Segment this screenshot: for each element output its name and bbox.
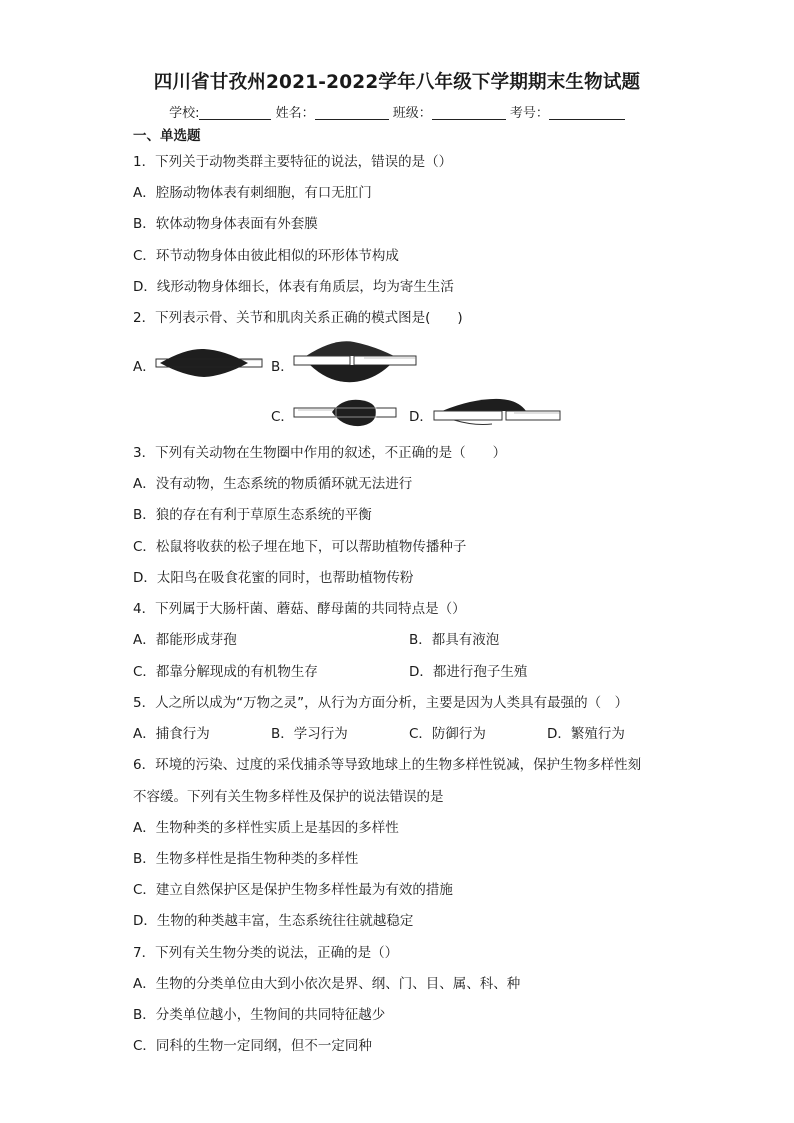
school-blank[interactable] [199,105,271,120]
question-5-option-b[interactable]: B．学习行为 [271,726,348,742]
question-3-option-b[interactable]: B．狼的存在有利于草原生态系统的平衡 [133,507,372,523]
question-1-option-a[interactable]: A．腔肠动物体表有刺细胞，有口无肛门 [133,185,372,201]
question-4-option-a[interactable]: A．都能形成芽孢 [133,632,237,648]
exam-number-blank[interactable] [549,105,625,120]
question-2-option-c[interactable]: C． [271,409,294,425]
question-6-option-b[interactable]: B．生物多样性是指生物种类的多样性 [133,851,359,867]
question-6-stem-continued: 不容缓。下列有关生物多样性及保护的说法错误的是 [133,789,444,805]
question-1-option-b[interactable]: B．软体动物身体表面有外套膜 [133,216,318,232]
question-6-option-a[interactable]: A．生物种类的多样性实质上是基因的多样性 [133,820,399,836]
class-label: 班级： [392,106,432,121]
question-5-option-d[interactable]: D．繁殖行为 [547,726,625,742]
muscle-diagram-b [294,338,418,384]
class-blank[interactable] [432,105,506,120]
muscle-diagram-c [294,396,398,430]
question-4-option-d[interactable]: D．都进行孢子生殖 [409,664,528,680]
question-6-option-d[interactable]: D．生物的种类越丰富，生态系统往往就越稳定 [133,913,414,929]
name-label: 姓名： [275,106,315,121]
question-2-option-a[interactable]: A． [133,359,156,375]
question-2-option-b[interactable]: B． [271,359,294,375]
question-5-option-a[interactable]: A．捕食行为 [133,726,210,742]
school-label: 学校: [169,106,200,121]
question-7-option-b[interactable]: B．分类单位越小，生物间的共同特征越少 [133,1007,386,1023]
muscle-diagram-a [156,346,264,380]
question-5-option-c[interactable]: C．防御行为 [409,726,486,742]
question-4-option-c[interactable]: C．都靠分解现成的有机物生存 [133,664,318,680]
question-1-option-c[interactable]: C．环节动物身体由彼此相似的环形体节构成 [133,248,399,264]
question-6-option-c[interactable]: C．建立自然保护区是保护生物多样性最为有效的措施 [133,882,453,898]
question-3-option-d[interactable]: D．太阳鸟在吸食花蜜的同时，也帮助植物传粉 [133,570,414,586]
question-2-option-d[interactable]: D． [409,409,433,425]
question-7-option-c[interactable]: C．同科的生物一定同纲，但不一定同种 [133,1038,372,1054]
muscle-diagram-d [434,396,562,430]
question-3-option-c[interactable]: C．松鼠将收获的松子埋在地下，可以帮助植物传播种子 [133,539,467,555]
question-7-stem: 7．下列有关生物分类的说法，正确的是（） [133,945,399,961]
question-1-stem: 1．下列关于动物类群主要特征的说法，错误的是（） [133,154,453,170]
question-3-stem: 3．下列有关动物在生物圈中作用的叙述，不正确的是（ ） [133,445,507,461]
question-7-option-a[interactable]: A．生物的分类单位由大到小依次是界、纲、门、目、属、科、种 [133,976,521,992]
section-title: 一、单选题 [133,128,201,144]
exam-number-label: 考号： [509,106,549,121]
question-1-option-d[interactable]: D．线形动物身体细长，体表有角质层，均为寄生生活 [133,279,454,295]
question-5-stem: 5．人之所以成为“万物之灵”，从行为方面分析，主要是因为人类具有最强的（ ） [133,695,629,711]
question-4-option-b[interactable]: B．都具有液泡 [409,632,500,648]
name-blank[interactable] [315,105,389,120]
question-3-option-a[interactable]: A．没有动物，生态系统的物质循环就无法进行 [133,476,413,492]
question-6-stem: 6．环境的污染、过度的采伐捕杀等导致地球上的生物多样性锐减，保护生物多样性刻 [133,757,642,773]
question-4-stem: 4．下列属于大肠杆菌、蘑菇、酵母菌的共同特点是（） [133,601,466,617]
page-title: 四川省甘孜州2021-2022学年八年级下学期期末生物试题 [153,72,641,93]
question-2-stem: 2．下列表示骨、关节和肌肉关系正确的模式图是( ) [133,310,463,326]
student-info-row [0,102,794,121]
